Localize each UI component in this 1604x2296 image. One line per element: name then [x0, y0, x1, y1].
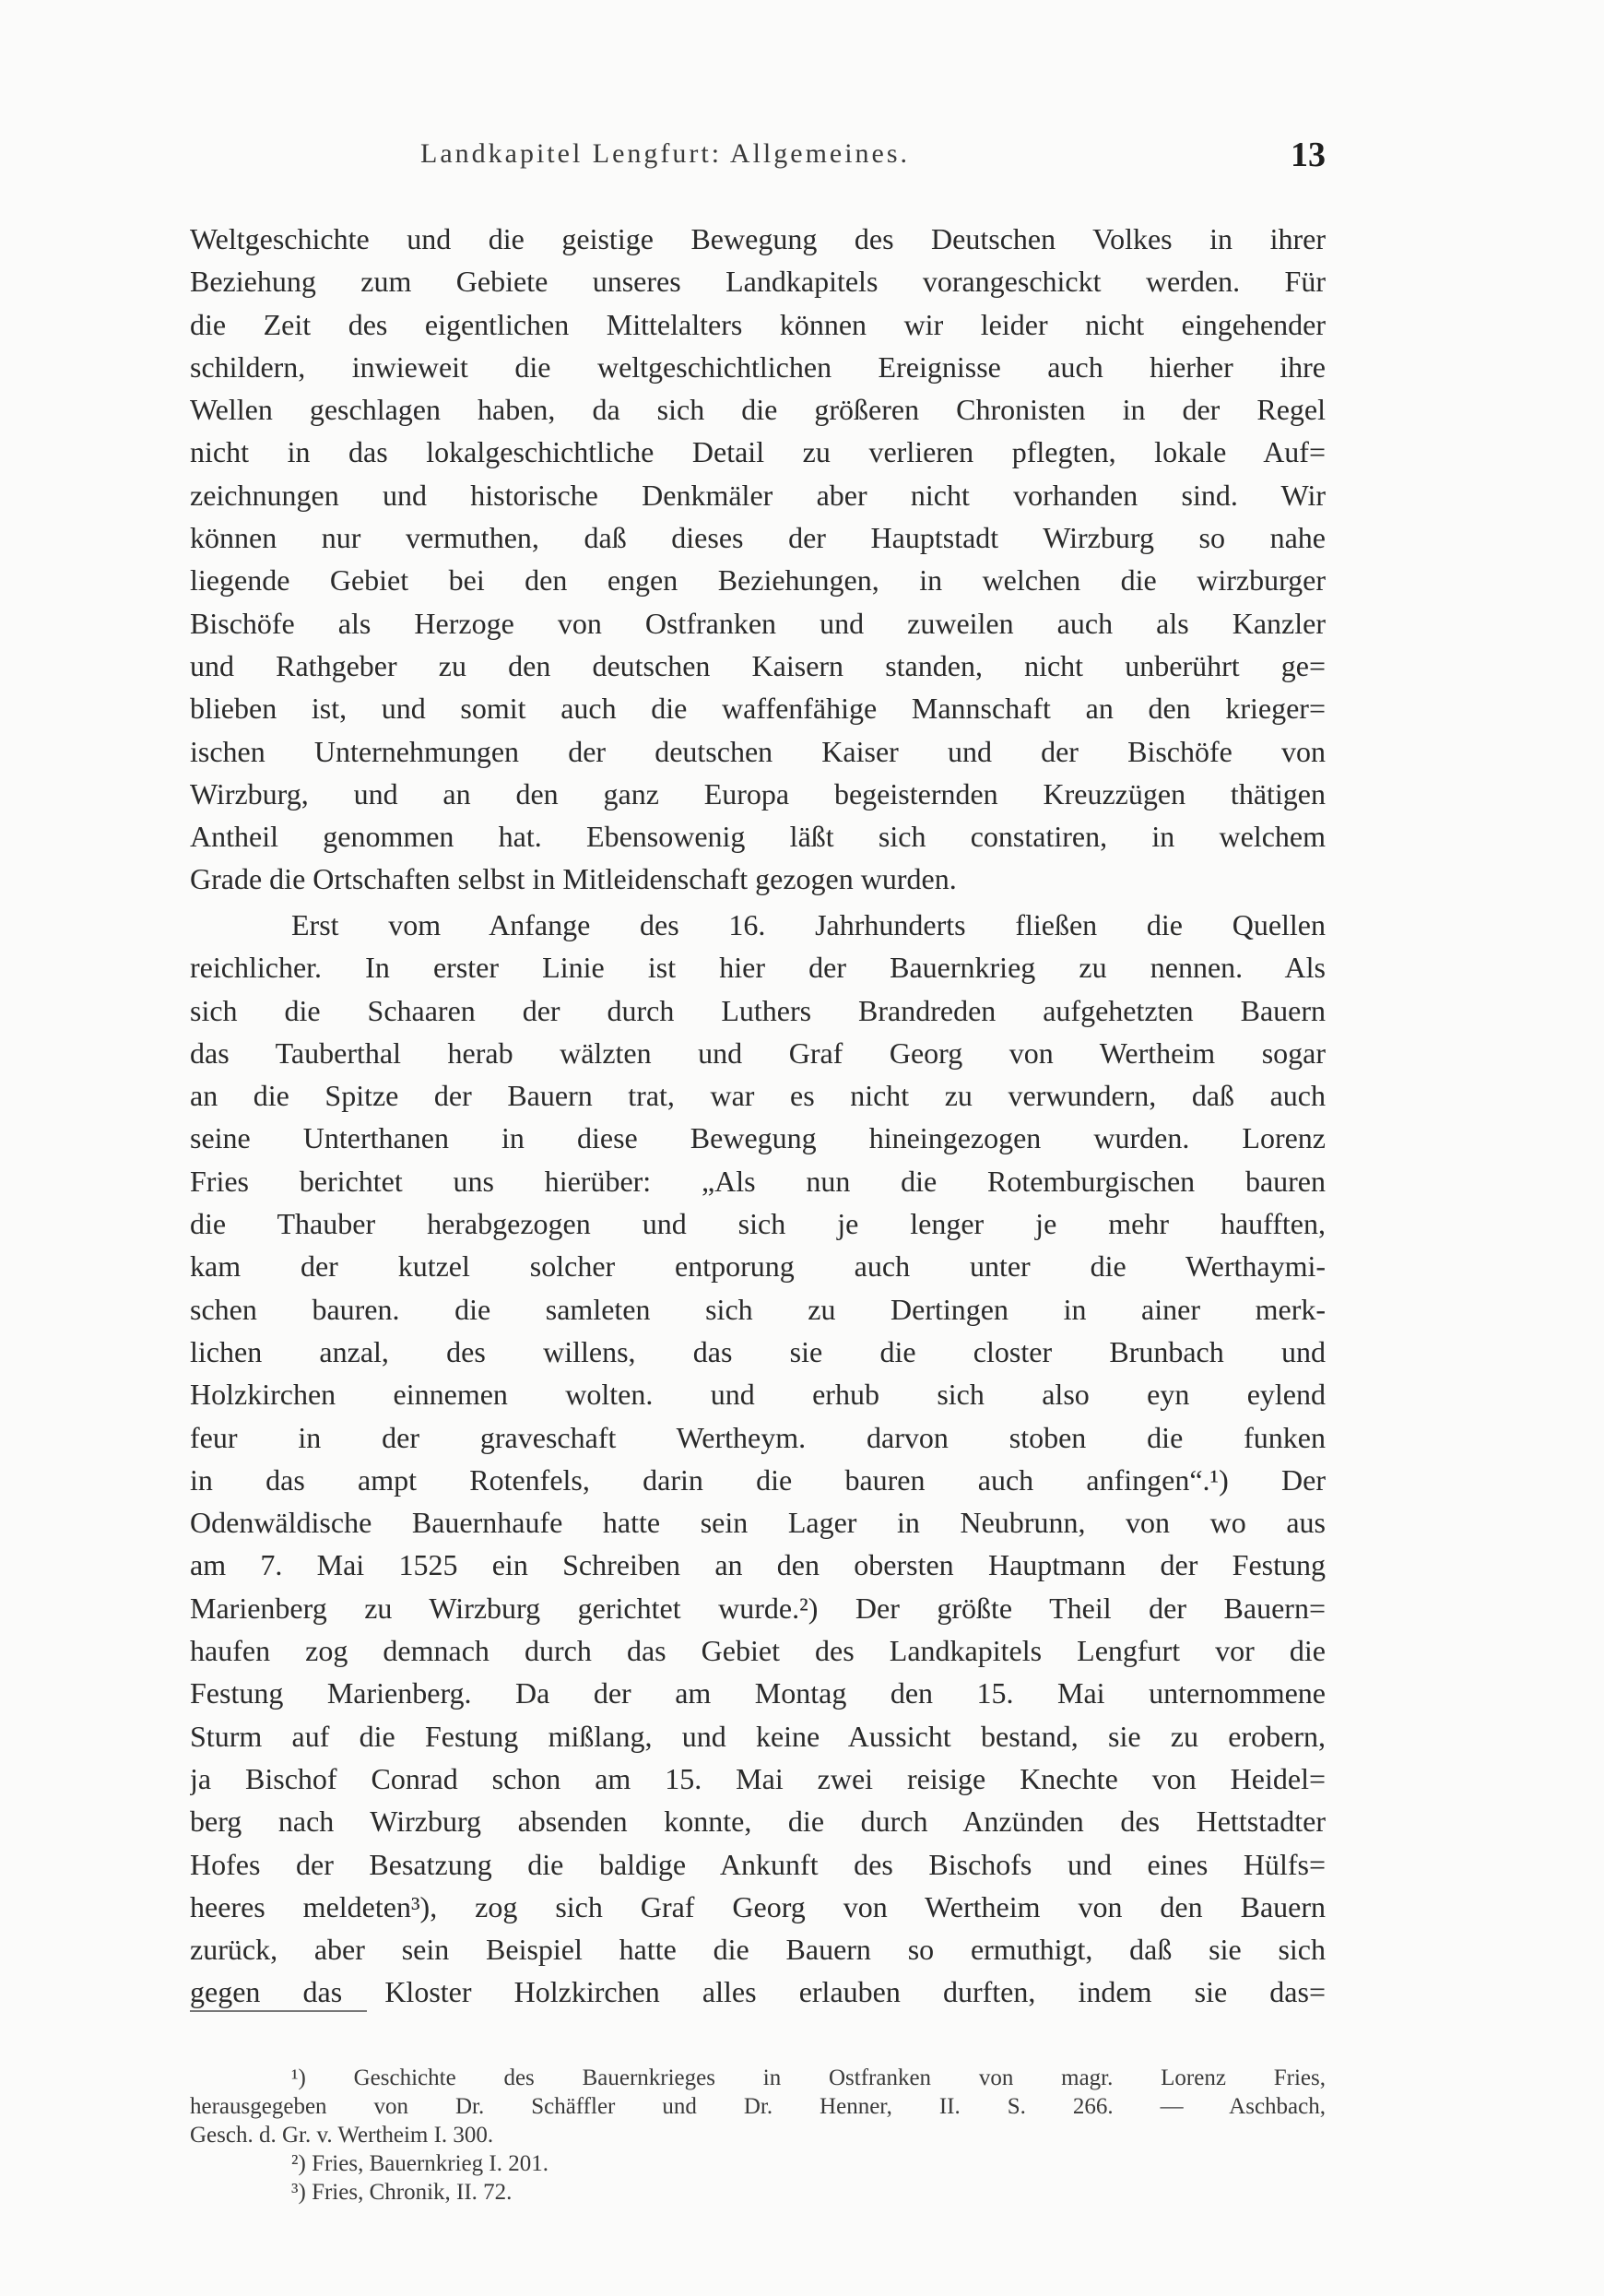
text-line: haufen zog demnach durch das Gebiet des Landkapitels Lengfurt vor die: [190, 1634, 1326, 1668]
footnote-line: ³) Fries, Chronik, II. 72.: [291, 2180, 513, 2205]
text-line: berg nach Wirzburg absenden konnte, die durch Anzünden des Hettstadter: [190, 1805, 1326, 1839]
text-line: Erst vom Anfange des 16. Jahrhunderts fließen die Quellen: [291, 908, 1326, 941]
page-number: 13: [1291, 136, 1326, 174]
footnote-divider: [190, 2010, 367, 2012]
text-line: ja Bischof Conrad schon am 15. Mai zwei reisige Knechte von Heidel=: [190, 1761, 1326, 1795]
paragraph-2: [190, 904, 1326, 2014]
text-line: heeres meldeten³), zog sich Graf Georg von Wertheim von den Bauern: [190, 1889, 1326, 1923]
text-line: Grade die Ortschaften selbst in Mitleidenschaft gezogen wurden.: [190, 862, 957, 896]
text-line: nicht in das lokalgeschichtliche Detail zu verlieren pflegten, lokale Auf=: [190, 435, 1326, 469]
text-line: zurück, aber sein Beispiel hatte die Bauern so ermuthigt, daß sie sich: [190, 1933, 1326, 1967]
text-line: in das ampt Rotenfels, darin die bauren auch anfingen“.¹) Der: [190, 1462, 1326, 1497]
text-line: Holzkirchen einnemen wolten. und erhub sich also eyn eylend: [190, 1378, 1326, 1412]
text-line: an die Spitze der Bauern trat, war es nicht zu verwundern, daß auch: [190, 1079, 1326, 1113]
text-line: Marienberg zu Wirzburg gerichtet wurde.²) Der größte Theil der Bauern=: [190, 1591, 1326, 1625]
text-line: zeichnungen und historische Denkmäler aber nicht vorhanden sind. Wir: [190, 478, 1326, 512]
text-line: können nur vermuthen, daß dieses der Hauptstadt Wirzburg so nahe: [190, 521, 1326, 555]
text-line: das Tauberthal herab wälzten und Graf Georg von Wertheim sogar: [190, 1036, 1326, 1070]
text-line: Wellen geschlagen haben, da sich die größeren Chronisten in der Regel: [190, 393, 1326, 427]
footnotes: [190, 2064, 1326, 2207]
text-line: kam der kutzel solcher entporung auch unter die Werthaymi-: [190, 1249, 1326, 1284]
text-line: Fries berichtet uns hierüber: „Als nun die Rotemburgischen bauren: [190, 1164, 1326, 1198]
text-line: Hofes der Besatzung die baldige Ankunft des Bischofs und eines Hülfs=: [190, 1847, 1326, 1881]
text-line: am 7. Mai 1525 ein Schreiben an den obersten Hauptmann der Festung: [190, 1548, 1326, 1582]
footnote-line: ¹) Geschichte des Bauernkrieges in Ostfranken von magr. Lorenz Fries,: [291, 2065, 1326, 2090]
text-line: reichlicher. In erster Linie ist hier der Bauernkrieg zu nennen. Als: [190, 951, 1326, 985]
running-title: Landkapitel Lengfurt: Allgemeines.: [420, 138, 911, 169]
paragraph-1: [190, 218, 1326, 901]
text-line: Wirzburg, und an den ganz Europa begeisternden Kreuzzügen thätigen: [190, 776, 1326, 811]
text-line: lichen anzal, des willens, das sie die closter Brunbach und: [190, 1334, 1326, 1368]
text-line: Beziehung zum Gebiete unseres Landkapitels vorangeschickt werden. Für: [190, 265, 1326, 299]
text-line: liegende Gebiet bei den engen Beziehungen, in welchen die wirzburger: [190, 563, 1326, 598]
text-line: Odenwäldische Bauernhaufe hatte sein Lager in Neubrunn, von wo aus: [190, 1506, 1326, 1540]
text-line: schildern, inwieweit die weltgeschichtlichen Ereignisse auch hierher ihre: [190, 349, 1326, 384]
text-line: und Rathgeber zu den deutschen Kaisern standen, nicht unberührt ge=: [190, 648, 1326, 682]
text-line: Festung Marienberg. Da der am Montag den 15. Mai unternommene: [190, 1676, 1326, 1710]
footnote-line: ²) Fries, Bauernkrieg I. 201.: [291, 2151, 548, 2176]
text-line: Sturm auf die Festung mißlang, und keine Aussicht bestand, sie zu erobern,: [190, 1719, 1326, 1753]
footnote-line: herausgegeben von Dr. Schäffler und Dr. Henner, II. S. 266. — Aschbach,: [190, 2094, 1326, 2119]
text-line: gegen das Kloster Holzkirchen alles erlauben durften, indem sie das=: [190, 1975, 1326, 2009]
text-line: schen bauren. die samleten sich zu Dertingen in ainer merk-: [190, 1292, 1326, 1326]
running-header: [190, 138, 1326, 184]
text-line: die Zeit des eigentlichen Mittelalters können wir leider nicht eingehender: [190, 307, 1326, 341]
text-line: seine Unterthanen in diese Bewegung hineingezogen wurden. Lorenz: [190, 1121, 1326, 1155]
text-line: Weltgeschichte und die geistige Bewegung des Deutschen Volkes in ihrer: [190, 222, 1326, 255]
text-line: blieben ist, und somit auch die waffenfähige Mannschaft an den krieger=: [190, 692, 1326, 726]
text-line: die Thauber herabgezogen und sich je lenger je mehr haufften,: [190, 1207, 1326, 1241]
text-line: ischen Unternehmungen der deutschen Kaiser und der Bischöfe von: [190, 734, 1326, 768]
text-line: Antheil genommen hat. Ebensowenig läßt sich constatiren, in welchem: [190, 820, 1326, 854]
text-line: sich die Schaaren der durch Luthers Brandreden aufgehetzten Bauern: [190, 993, 1326, 1027]
footnote-line: Gesch. d. Gr. v. Wertheim I. 300.: [190, 2123, 494, 2148]
text-line: feur in der graveschaft Wertheym. darvon stoben die funken: [190, 1420, 1326, 1454]
text-line: Bischöfe als Herzoge von Ostfranken und zuweilen auch als Kanzler: [190, 606, 1326, 640]
